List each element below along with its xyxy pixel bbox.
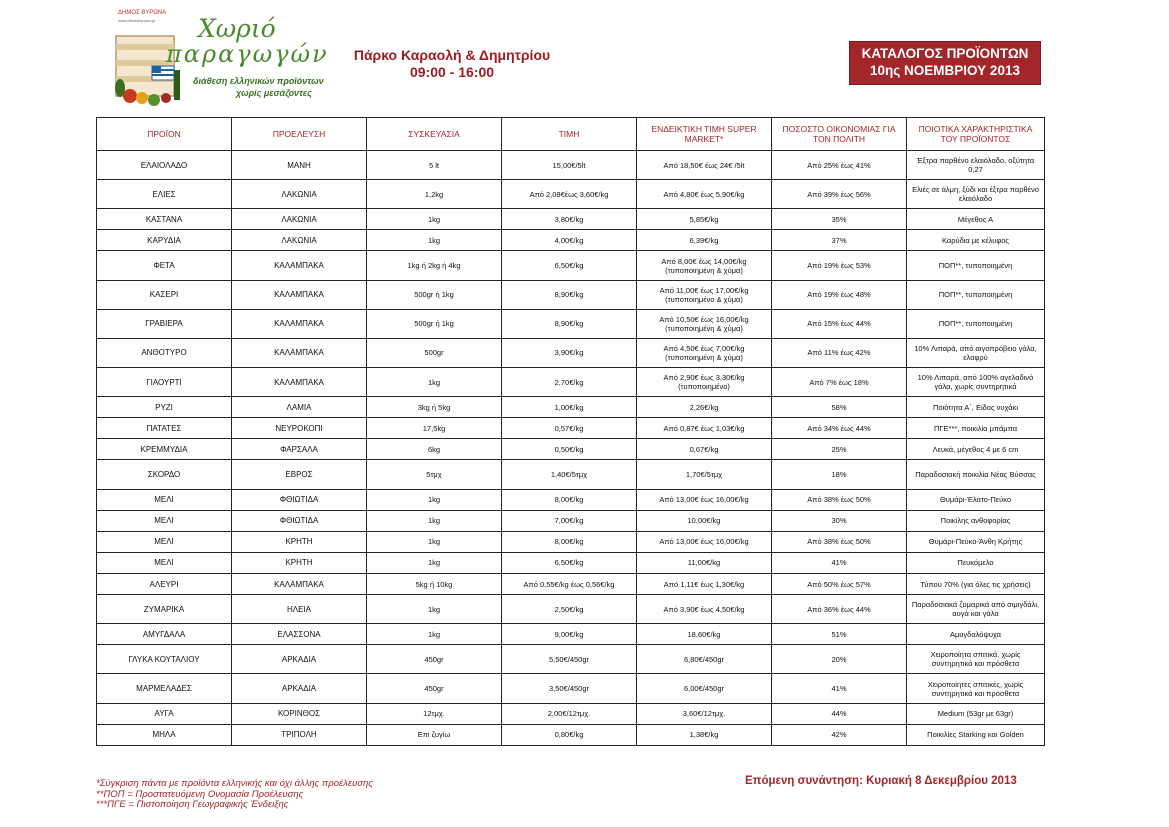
table-cell: ΜΗΛΑ [97, 724, 232, 745]
table-cell: 44% [772, 703, 907, 724]
table-cell: 30% [772, 510, 907, 531]
table-cell: ΜΕΛΙ [97, 531, 232, 552]
table-cell: ΚΑΛΑΜΠΑΚΑ [232, 251, 367, 280]
table-cell: ΕΒΡΟΣ [232, 460, 367, 489]
table-cell: 3,50€/450gr [502, 674, 637, 703]
table-cell: Πευκόμελο [907, 552, 1045, 573]
table-cell: 7,00€/kg [502, 510, 637, 531]
table-cell: 9,00€/kg [502, 624, 637, 645]
table-cell: Από 3,90€ έως 4,50€/kg [637, 595, 772, 624]
event-location: Πάρκο Καραολή & Δημητρίου [353, 47, 551, 63]
column-header: ΠΟΣΟΣΤΟ ΟΙΚΟΝΟΜΙΑΣ ΓΙΑ ΤΟΝ ΠΟΛΙΤΗ [772, 118, 907, 151]
table-cell: 6,50€/kg [502, 251, 637, 280]
table-cell: 25% [772, 439, 907, 460]
table-cell: 5τμχ [367, 460, 502, 489]
table-cell: 1kg [367, 489, 502, 510]
table-cell: Καρύδια με κέλυφος [907, 230, 1045, 251]
table-row [97, 151, 1045, 180]
table-cell: ΚΡΕΜΜΥΔΙΑ [97, 439, 232, 460]
catalog-date: 10ης ΝΟΕΜΒΡΙΟΥ 2013 [870, 63, 1020, 78]
table-cell: ΦΘΙΩΤΙΔΑ [232, 510, 367, 531]
table-cell: 5,85€/kg [637, 209, 772, 230]
table-cell: ΡΥΖΙ [97, 397, 232, 418]
next-meeting: Επόμενη συνάντηση: Κυριακή 8 Δεκεμβρίου 2013 [745, 775, 1017, 787]
table-cell: Από 15% έως 44% [772, 309, 907, 338]
brand-title-line1: Χωριό [198, 14, 276, 43]
table-cell: 6,39€/kg [637, 230, 772, 251]
table-cell: 20% [772, 645, 907, 674]
table-cell: 51% [772, 624, 907, 645]
table-cell: 1,70€/5τμχ [637, 460, 772, 489]
table-cell: ΠΟΠ**, τυποποιημένη [907, 280, 1045, 309]
table-cell: 3,80€/kg [502, 209, 637, 230]
table-cell: ΚΟΡΙΝΘΟΣ [232, 703, 367, 724]
table-cell: 4,00€/kg [502, 230, 637, 251]
column-header: ΠΡΟΕΛΕΥΣΗ [232, 118, 367, 151]
table-row [97, 552, 1045, 573]
brand-title-line2: παραγωγών [166, 40, 329, 68]
table-cell: ΜΕΛΙ [97, 510, 232, 531]
table-cell: ΦΕΤΑ [97, 251, 232, 280]
table-cell: ΦΑΡΣΑΛΑ [232, 439, 367, 460]
table-cell: 12τμχ. [367, 703, 502, 724]
table-cell: Ελιές σε άλμη, ξύδι και έξτρα παρθένο ελαιόλαδο [907, 180, 1045, 209]
footnote-pge: ***ΠΓΕ = Πιστοποίηση Γεωγραφικής Ένδειξης [96, 799, 289, 810]
table-row [97, 418, 1045, 439]
table-row [97, 595, 1045, 624]
table-row [97, 368, 1045, 397]
table-cell: ΗΛΕΙΑ [232, 595, 367, 624]
table-cell: 11,00€/kg [637, 552, 772, 573]
table-cell: 41% [772, 674, 907, 703]
table-cell: ΠΓΕ***, ποικιλία μπάμπα [907, 418, 1045, 439]
table-cell: Από 36% έως 44% [772, 595, 907, 624]
table-cell: Από 19% έως 53% [772, 251, 907, 280]
table-cell: 1,2kg [367, 180, 502, 209]
table-cell: 2,00€/12τμχ. [502, 703, 637, 724]
table-cell: 15,00€/5lt [502, 151, 637, 180]
table-cell: Μέγεθος Α [907, 209, 1045, 230]
table-cell: ΑΜΥΓΔΑΛΑ [97, 624, 232, 645]
table-row [97, 209, 1045, 230]
product-table [96, 117, 1045, 746]
table-cell: 3,90€/kg [502, 338, 637, 367]
table-row [97, 309, 1045, 338]
table-cell: Από 18,50€ έως 24€ /5lt [637, 151, 772, 180]
table-cell: ΛΑΚΩΝΙΑ [232, 180, 367, 209]
table-cell: Χειροποίητα σπιτικά, χωρίς συντηρητικά και πρόσθετα [907, 645, 1045, 674]
column-header: ΤΙΜΗ [502, 118, 637, 151]
table-row [97, 489, 1045, 510]
table-cell: Από 38% έως 50% [772, 531, 907, 552]
publisher-label: ΔΗΜΟΣ ΒΥΡΩΝΑ [118, 10, 167, 16]
table-cell: 500gr [367, 338, 502, 367]
table-cell: ΑΥΓΑ [97, 703, 232, 724]
table-cell: 6kg [367, 439, 502, 460]
table-cell: ΚΑΛΑΜΠΑΚΑ [232, 368, 367, 397]
event-location-block [340, 47, 564, 81]
table-cell: 450gr [367, 674, 502, 703]
table-cell: Από 50% έως 57% [772, 573, 907, 594]
table-cell: ΠΟΠ**, τυποποιημένη [907, 309, 1045, 338]
table-cell: Από 13,00€ έως 16,00€/kg [637, 531, 772, 552]
table-cell: 5kg ή 10kg [367, 573, 502, 594]
table-row [97, 397, 1045, 418]
publisher-url: www.dimosbyrona.gr [118, 18, 156, 23]
table-cell: 41% [772, 552, 907, 573]
table-cell: 0,50€/kg [502, 439, 637, 460]
table-cell: ΑΛΕΥΡΙ [97, 573, 232, 594]
table-cell: ΚΑΣΤΑΝΑ [97, 209, 232, 230]
table-row [97, 724, 1045, 745]
table-cell: 3,60€/12τμχ. [637, 703, 772, 724]
table-cell: 1kg [367, 230, 502, 251]
table-cell: Ποικίλης ανθοφορίας [907, 510, 1045, 531]
table-cell: ΑΝΘΟΤΥΡΟ [97, 338, 232, 367]
table-cell: ΛΑΜΙΑ [232, 397, 367, 418]
table-cell: 10,00€/kg [637, 510, 772, 531]
table-cell: Από 2,90€ έως 3,30€/kg (τυποποιημένο) [637, 368, 772, 397]
table-row [97, 230, 1045, 251]
table-cell: Ποικιλίες Starking και Golden [907, 724, 1045, 745]
table-cell: Έξτρα παρθένο ελαιόλαδο, οξύτητα 0,27 [907, 151, 1045, 180]
table-cell: Θυμάρι-Έλατο-Πεύκο [907, 489, 1045, 510]
table-cell: Από 19% έως 48% [772, 280, 907, 309]
table-cell: Χειροποίητες σπιτικές, χωρίς συντηρητικά και πρόσθετα [907, 674, 1045, 703]
table-cell: ΜΕΛΙ [97, 552, 232, 573]
table-cell: ΕΛΙΕΣ [97, 180, 232, 209]
brand-tagline-line2: χωρίς μεσάζοντες [236, 88, 312, 98]
event-hours: 09:00 - 16:00 [409, 64, 495, 80]
table-cell: Από 39% έως 56% [772, 180, 907, 209]
footnote-pop: **ΠΟΠ = Προστατευόμενη Ονομασία Προέλευσης [96, 788, 304, 800]
table-cell: ΖΥΜΑΡΙΚΑ [97, 595, 232, 624]
table-row [97, 251, 1045, 280]
table-cell: ΜΑΝΗ [232, 151, 367, 180]
table-cell: Από 1,11€ έως 1,30€/kg [637, 573, 772, 594]
table-cell: ΚΑΛΑΜΠΑΚΑ [232, 338, 367, 367]
table-row [97, 531, 1045, 552]
table-cell: Από 8,00€ έως 14,00€/kg (τυποποιημένη & χύμα) [637, 251, 772, 280]
table-cell: ΤΡΙΠΟΛΗ [232, 724, 367, 745]
table-cell: Από 11% έως 42% [772, 338, 907, 367]
table-cell: ΣΚΟΡΔΟ [97, 460, 232, 489]
table-cell: ΓΙΑΟΥΡΤΙ [97, 368, 232, 397]
table-cell: 10% Λιπαρά, από 100% αγελαδινό γάλα, χωρίς συντηρητικά [907, 368, 1045, 397]
table-cell: Από 7% έως 18% [772, 368, 907, 397]
table-cell: 17,5kg [367, 418, 502, 439]
table-cell: 37% [772, 230, 907, 251]
table-cell: 6,50€/kg [502, 552, 637, 573]
table-row [97, 624, 1045, 645]
table-row [97, 280, 1045, 309]
table-cell: 1kg [367, 595, 502, 624]
column-header: ΠΡΟΪΟΝ [97, 118, 232, 151]
table-row [97, 439, 1045, 460]
table-cell: Από 13,00€ έως 16,00€/kg [637, 489, 772, 510]
table-row [97, 573, 1045, 594]
table-cell: Από 0,87€ έως 1,03€/kg [637, 418, 772, 439]
table-cell: Από 34% έως 44% [772, 418, 907, 439]
table-row [97, 703, 1045, 724]
table-cell: Θυμάρι-Πεύκο-Άνθη Κρήτης [907, 531, 1045, 552]
table-cell: 58% [772, 397, 907, 418]
table-cell: 450gr [367, 645, 502, 674]
table-cell: Παραδοσιακά ζυμαρικά από σιμιγδάλι, αυγά και γάλα [907, 595, 1045, 624]
table-cell: Από 4,80€ έως 5,90€/kg [637, 180, 772, 209]
table-cell: Από 0,55€/kg έως 0,56€/kg [502, 573, 637, 594]
table-cell: 2,50€/kg [502, 595, 637, 624]
table-cell: ΠΟΠ**, τυποποιημένη [907, 251, 1045, 280]
footnotes [96, 779, 373, 811]
table-cell: ΚΑΛΑΜΠΑΚΑ [232, 309, 367, 338]
table-cell: 2,70€/kg [502, 368, 637, 397]
table-cell: ΛΑΚΩΝΙΑ [232, 209, 367, 230]
table-row [97, 180, 1045, 209]
table-cell: 0,80€/kg [502, 724, 637, 745]
table-cell: ΓΡΑΒΙΕΡΑ [97, 309, 232, 338]
table-cell: 1,40€/5τμχ [502, 460, 637, 489]
table-cell: ΝΕΥΡΟΚΟΠΙ [232, 418, 367, 439]
table-cell: 500gr ή 1kg [367, 280, 502, 309]
column-header: ΠΟΙΟΤΙΚΑ ΧΑΡΑΚΤΗΡΙΣΤΙΚΑ ΤΟΥ ΠΡΟΪΟΝΤΟΣ [907, 118, 1045, 151]
table-cell: 2,26€/kg [637, 397, 772, 418]
table-cell: 3kg ή 5kg [367, 397, 502, 418]
table-cell: ΕΛΑΙΟΛΑΔΟ [97, 151, 232, 180]
table-cell: Παραδοσιακή ποικιλία Νέας Βύσσας [907, 460, 1045, 489]
table-cell: Αμυγδαλόψυχα [907, 624, 1045, 645]
table-cell: ΠΑΤΑΤΕΣ [97, 418, 232, 439]
table-cell: ΑΡΚΑΔΙΑ [232, 645, 367, 674]
table-cell: Τύπου 70% (για όλες τις χρήσεις) [907, 573, 1045, 594]
table-cell: ΛΑΚΩΝΙΑ [232, 230, 367, 251]
table-cell: ΚΑΡΥΔΙΑ [97, 230, 232, 251]
table-row [97, 645, 1045, 674]
table-cell: Από 10,50€ έως 16,00€/kg (τυποποιημένη & χύμα) [637, 309, 772, 338]
catalog-title: ΚΑΤΑΛΟΓΟΣ ΠΡΟΪΟΝΤΩΝ [861, 46, 1029, 61]
table-cell: ΕΛΑΣΣΟΝΑ [232, 624, 367, 645]
brand-tagline-line1: διάθεση ελληνικών προϊόντων [193, 76, 324, 86]
table-cell: ΑΡΚΑΔΙΑ [232, 674, 367, 703]
table-cell: ΜΑΡΜΕΛΑΔΕΣ [97, 674, 232, 703]
table-cell: Από 4,50€ έως 7,00€/kg (τυποποιημένη & χύμα) [637, 338, 772, 367]
table-cell: Από 25% έως 41% [772, 151, 907, 180]
table-cell: 18% [772, 460, 907, 489]
table-cell: 1kg [367, 552, 502, 573]
table-cell: Από 2,08€έως 3,60€/kg [502, 180, 637, 209]
table-cell: Ποιότητα Α΄, Είδος νυχάκι [907, 397, 1045, 418]
table-row [97, 460, 1045, 489]
table-cell: Λευκά, μέγεθος 4 με 6 cm [907, 439, 1045, 460]
column-header: ΣΥΣΚΕΥΑΣΙΑ [367, 118, 502, 151]
table-cell: 1,00€/kg [502, 397, 637, 418]
table-cell: 1kg [367, 531, 502, 552]
table-header-row [97, 118, 1045, 151]
table-cell: 1kg [367, 209, 502, 230]
table-cell: 0,57€/kg [502, 418, 637, 439]
table-row [97, 510, 1045, 531]
table-cell: 42% [772, 724, 907, 745]
table-cell: 1kg [367, 624, 502, 645]
table-cell: ΓΛΥΚΑ ΚΟΥΤΑΛΙΟΥ [97, 645, 232, 674]
table-cell: ΚΡΗΤΗ [232, 552, 367, 573]
table-cell: 0,67€/kg [637, 439, 772, 460]
table-cell: Από 11,00€ έως 17,00€/kg (τυποποιημένο & χύμα) [637, 280, 772, 309]
table-cell: 18,60€/kg [637, 624, 772, 645]
table-cell: 6,00€/450gr [637, 674, 772, 703]
table-cell: 1kg ή 2kg ή 4kg [367, 251, 502, 280]
table-cell: ΚΡΗΤΗ [232, 531, 367, 552]
table-row [97, 338, 1045, 367]
table-cell: 1kg [367, 510, 502, 531]
table-cell: ΦΘΙΩΤΙΔΑ [232, 489, 367, 510]
footnote-comparison: *Σύγκριση πάντα με προϊόντα ελληνικής και όχι άλλης προέλευσης [96, 778, 373, 789]
catalog-title-box [849, 41, 1041, 85]
table-cell: ΚΑΛΑΜΠΑΚΑ [232, 280, 367, 309]
table-cell: 8,00€/kg [502, 531, 637, 552]
table-cell: 500gr ή 1kg [367, 309, 502, 338]
column-header: ΕΝΔΕΙΚΤΙΚΗ ΤΙΜΗ SUPER MARKET* [637, 118, 772, 151]
table-cell: 6,80€/450gr [637, 645, 772, 674]
table-cell: Από 38% έως 50% [772, 489, 907, 510]
table-cell: 10% Λιπαρά, από αιγοπρόβειο γάλα, ελαφρύ [907, 338, 1045, 367]
table-cell: ΚΑΛΑΜΠΑΚΑ [232, 573, 367, 594]
table-cell: Medium (53gr με 63gr) [907, 703, 1045, 724]
table-cell: Επί ζυγίω [367, 724, 502, 745]
table-cell: 5 lt [367, 151, 502, 180]
table-row [97, 674, 1045, 703]
table-cell: 8,00€/kg [502, 489, 637, 510]
table-cell: ΚΑΣΕΡΙ [97, 280, 232, 309]
table-cell: 5,50€/450gr [502, 645, 637, 674]
table-cell: 35% [772, 209, 907, 230]
table-cell: 1,38€/kg [637, 724, 772, 745]
table-cell: 1kg [367, 368, 502, 397]
table-cell: 8,90€/kg [502, 280, 637, 309]
table-cell: 8,90€/kg [502, 309, 637, 338]
table-cell: ΜΕΛΙ [97, 489, 232, 510]
